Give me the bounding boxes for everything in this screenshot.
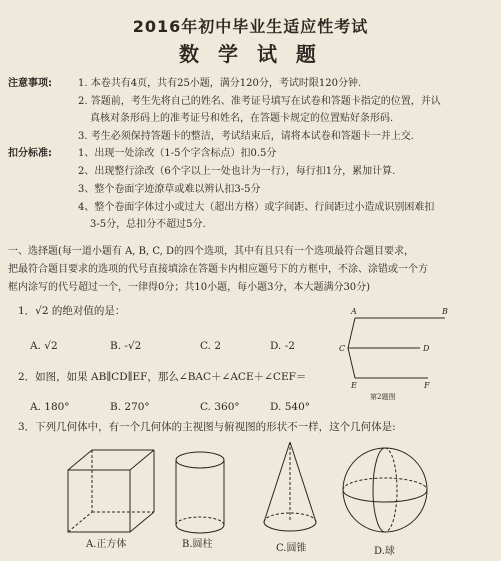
q3-option-a: A.正方体 xyxy=(86,539,127,550)
q2-figure-caption: 第2题图 xyxy=(370,393,396,401)
notes-item: 3. 考生必须保持答题卡的整洁，考试结束后，请将本试卷和答题卡一并上交. xyxy=(78,131,414,142)
point-b-label: B xyxy=(442,307,448,316)
notes-item: 真核对条形码上的准考证号和姓名，在答题卡规定的位置贴好条形码. xyxy=(90,113,394,124)
q1-option-a: A. √2 xyxy=(30,340,58,352)
q2-option-a: A. 180° xyxy=(30,401,70,413)
segment-ac xyxy=(348,318,355,348)
point-d-label: D xyxy=(423,344,430,353)
q3-option-b: B.圆柱 xyxy=(182,539,213,550)
scoring-item: 4、整个卷面字体过小或过大（超出方格）或字间距、行间距过小造成识别困难扣 xyxy=(78,202,435,213)
section-heading: 一、选择题(每一道小题有 A, B, C, D的四个选项，其中有且只有一个选项最符合题目要求， xyxy=(8,246,415,257)
point-f-label: F xyxy=(424,381,430,390)
q2-option-b: B. 270° xyxy=(110,401,150,413)
scoring-item: 1、出现一处涂改（1-5个字含标点）扣0.5分 xyxy=(78,148,277,159)
notes-item: 2. 答题前，考生先将自己的姓名、准考证号填写在试卷和答题卡指定的位置，并认 xyxy=(78,96,441,107)
q2-option-c: C. 360° xyxy=(200,401,240,413)
q1-option-b: B. -√2 xyxy=(110,340,142,352)
exam-title: 2016年初中毕业生适应性考试 xyxy=(132,17,369,36)
question-1-stem: 1．√2 的绝对值的是： xyxy=(18,305,126,317)
q2-figure xyxy=(320,300,500,410)
point-a-label: A xyxy=(351,307,357,316)
segment-ce xyxy=(348,348,355,378)
scoring-label: 扣分标准: xyxy=(8,148,52,159)
q2-option-d: D. 540° xyxy=(270,401,311,413)
question-2-stem: 2．如图，如果 AB∥CD∥EF，那么∠BAC＋∠ACE＋∠CEF＝ xyxy=(18,371,307,383)
scoring-item: 2、出现整行涂改（6个字以上一处也计为一行），每行扣1分，累加计算. xyxy=(78,166,396,177)
point-c-label: C xyxy=(339,344,346,353)
question-3-stem: 3．下列几何体中，有一个几何体的主视图与俯视图的形状不一样，这个几何体是: xyxy=(18,421,396,433)
notes-item: 1. 本卷共有4页，共有25小题，满分120分，考试时限120分钟. xyxy=(78,78,362,89)
cube-figure xyxy=(68,450,154,532)
q1-option-d: D. -2 xyxy=(270,340,295,352)
cone-figure xyxy=(264,442,316,531)
q1-option-c: C. 2 xyxy=(200,340,222,352)
q3-option-d: D.球 xyxy=(374,546,395,557)
exam-subject: 数 学 试 题 xyxy=(179,42,322,66)
section-instruction: 框内涂写的代号超过一个，一律得0分；共10小题，每小题3分，本大题满分30分) xyxy=(8,282,371,293)
notes-label: 注意事项: xyxy=(8,78,52,89)
cylinder-figure xyxy=(176,452,224,533)
sphere-figure xyxy=(343,448,427,532)
q3-option-c: C.圆锥 xyxy=(276,543,307,554)
point-e-label: E xyxy=(351,381,357,390)
q3-figures xyxy=(50,440,470,540)
scoring-item: 3-5分，总扣分不超过5分. xyxy=(90,219,206,230)
scoring-item: 3、整个卷面字迹潦草或难以辨认扣3-5分 xyxy=(78,184,261,195)
section-instruction: 把最符合题目要求的选项的代号直接填涂在答题卡内相应题号下的方框中，不涂、涂错或一个方 xyxy=(8,264,428,275)
